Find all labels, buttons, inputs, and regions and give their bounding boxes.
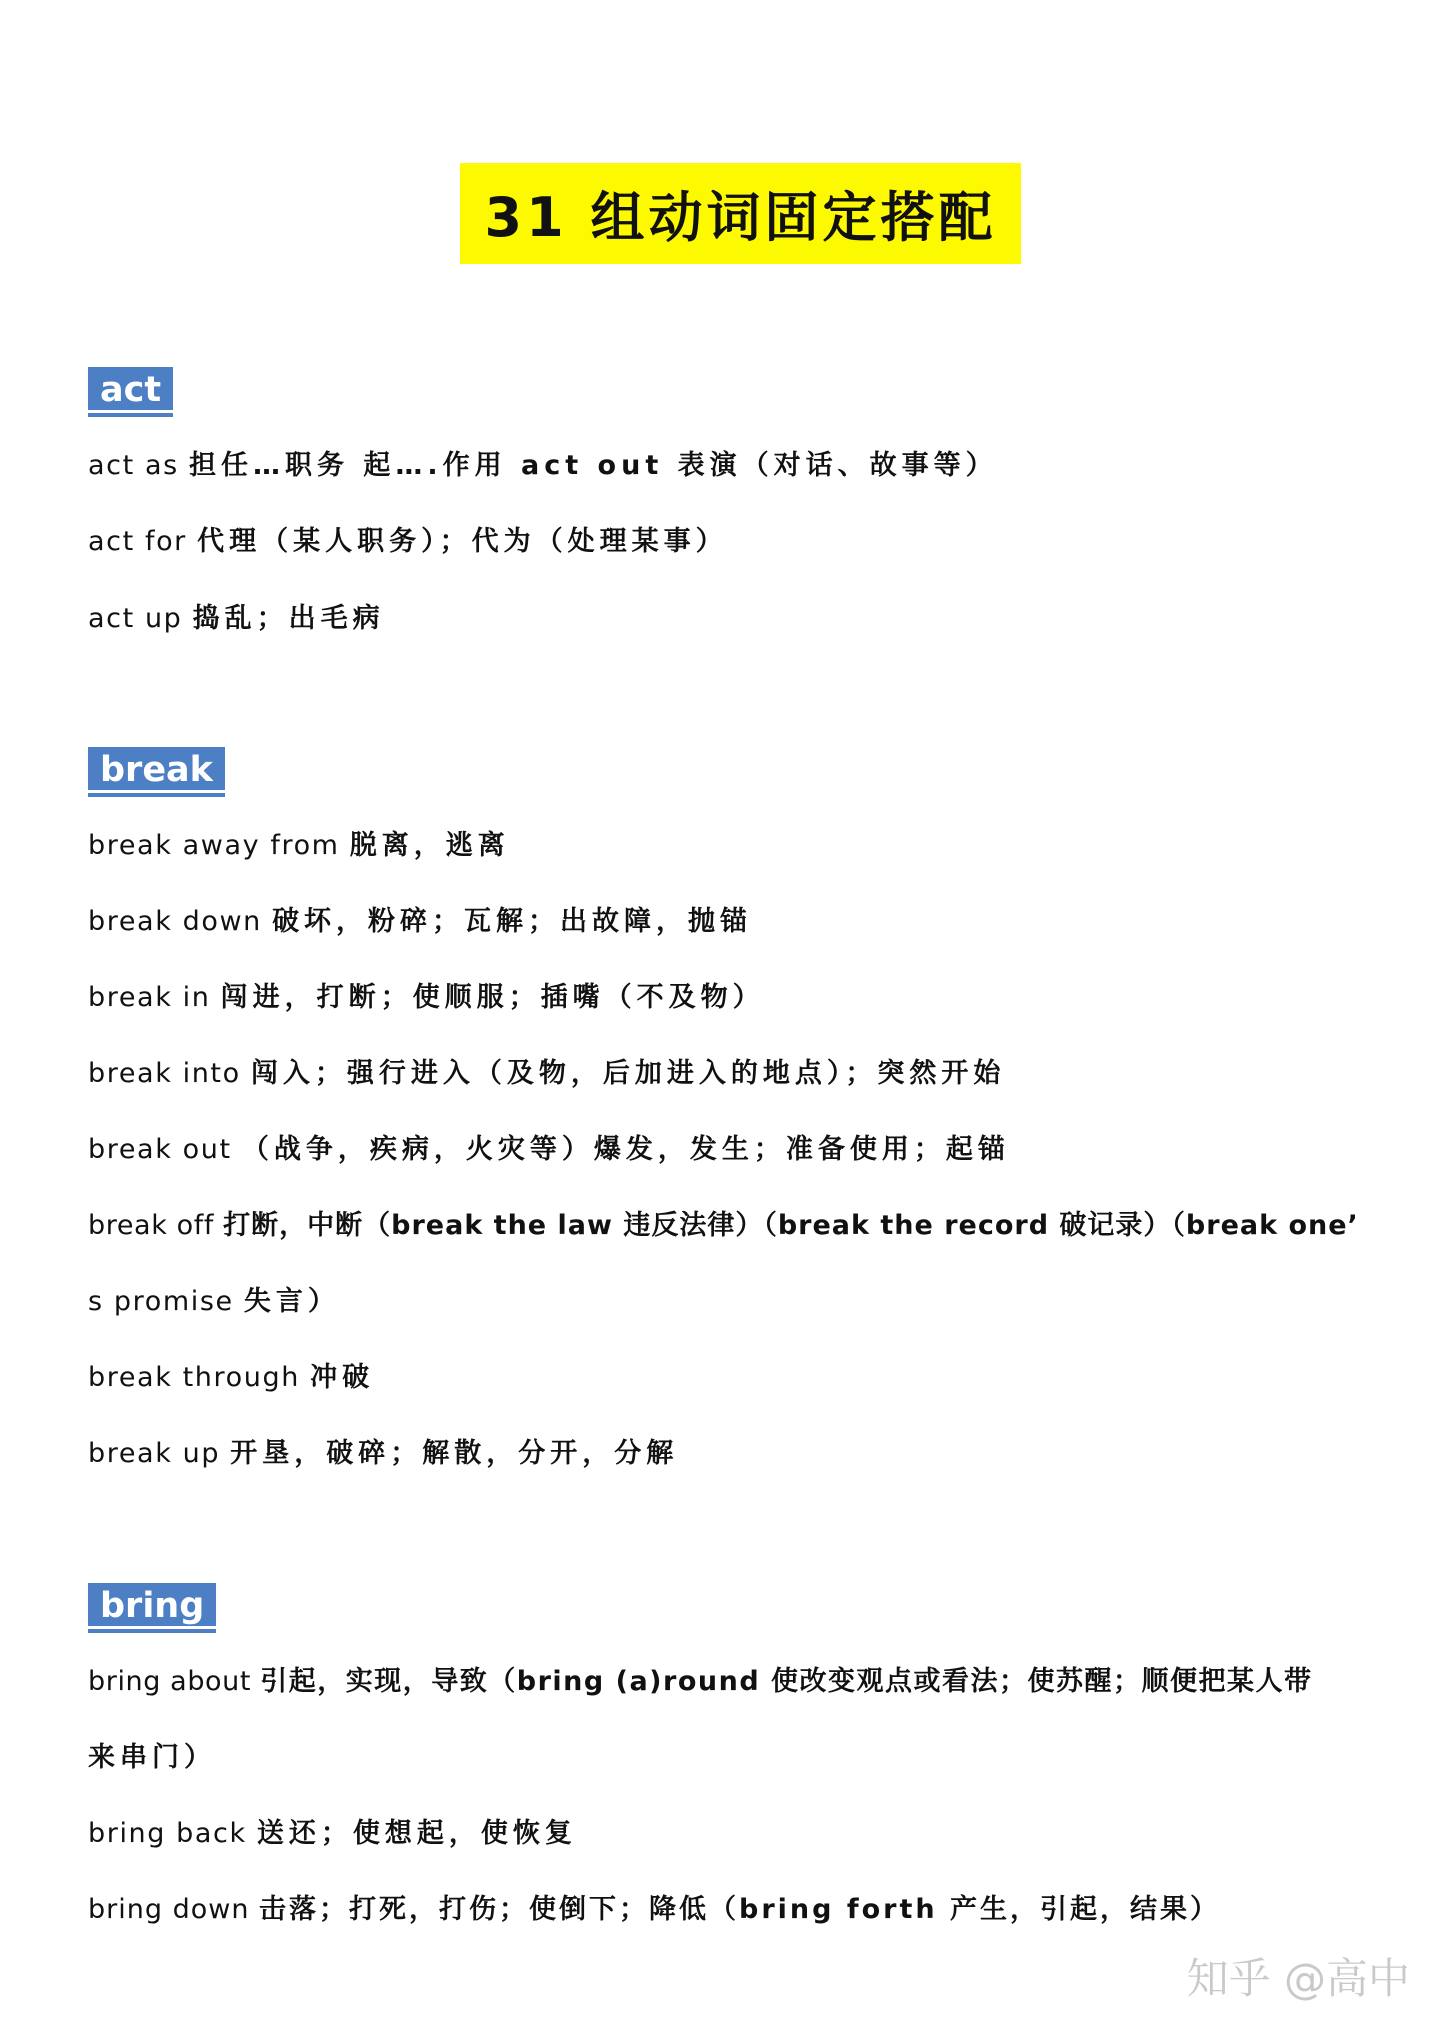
entry-line <box>88 1054 1005 1094</box>
entry-meaning: 捣乱；出毛病 <box>192 603 385 634</box>
entry-line <box>88 1358 374 1398</box>
entry-line <box>88 1662 1313 1702</box>
entry-meaning: 破坏，粉碎；瓦解；出故障，抛锚 <box>272 906 753 937</box>
entry-line <box>88 1890 1220 1930</box>
entry-meaning: 打断，中断（break the law 违反法律）（break the record 破记录）（break one’ <box>223 1210 1359 1241</box>
entry-phrase: break off <box>88 1210 224 1241</box>
entry-phrase: act as <box>88 450 189 481</box>
entry-phrase: break down <box>88 906 273 937</box>
section-tag-bring: bring <box>88 1583 216 1629</box>
entry-meaning: 来串门） <box>88 1742 216 1773</box>
entry-meaning: 脱离，逃离 <box>349 830 510 861</box>
page-title: 31 组动词固定搭配 <box>484 186 997 249</box>
entry-phrase: break into <box>88 1058 251 1089</box>
entry-phrase: bring back <box>88 1818 257 1849</box>
entry-phrase: break through <box>88 1362 311 1393</box>
entry-meaning: 送还；使想起，使恢复 <box>256 1818 577 1849</box>
entry-line <box>88 1738 216 1778</box>
entry-meaning: 冲破 <box>310 1362 375 1393</box>
entry-line <box>88 1130 1010 1170</box>
entry-meaning: 闯进，打断；使顺服；插嘴（不及物） <box>220 982 765 1013</box>
watermark: 知乎 @高中 <box>1186 1954 1410 2003</box>
entry-meaning: 闯入；强行进入（及物，后加进入的地点）；突然开始 <box>250 1058 1006 1089</box>
entry-phrase: act for <box>88 526 198 557</box>
entry-meaning: 引起，实现，导致（bring (a)round 使改变观点或看法；使苏醒；顺便把某人带 <box>260 1666 1313 1697</box>
entry-phrase: break in <box>88 982 221 1013</box>
entry-meaning: 失言） <box>243 1286 340 1317</box>
entry-line <box>88 522 728 562</box>
entry-meaning: 担任…职务 起….作用 act out 表演（对话、故事等） <box>188 450 998 481</box>
entry-phrase: break out <box>88 1134 242 1165</box>
entry-meaning: 代理（某人职务）；代为（处理某事） <box>197 526 728 557</box>
entry-phrase: s promise <box>88 1286 244 1317</box>
entry-phrase: break away from <box>88 830 350 861</box>
entry-meaning: （战争，疾病，火灾等）爆发，发生；准备使用；起锚 <box>241 1134 1010 1165</box>
page-title-box <box>460 163 1021 264</box>
entry-line <box>88 1282 340 1322</box>
entry-phrase: bring about <box>88 1666 261 1697</box>
section-tag-break: break <box>88 747 225 793</box>
entry-phrase: act up <box>88 603 193 634</box>
entry-phrase: bring down <box>88 1894 260 1925</box>
entry-line <box>88 1814 577 1854</box>
entry-phrase: break up <box>88 1438 231 1469</box>
entry-line <box>88 1434 678 1474</box>
entry-line <box>88 446 998 486</box>
entry-line <box>88 599 385 639</box>
section-tag-act: act <box>88 367 173 413</box>
entry-line <box>88 978 765 1018</box>
entry-meaning: 击落；打死，打伤；使倒下；降低（bring forth 产生，引起，结果） <box>259 1894 1221 1925</box>
entry-line <box>88 826 510 866</box>
entry-line <box>88 1206 1359 1246</box>
entry-line <box>88 902 752 942</box>
entry-meaning: 开垦，破碎；解散，分开，分解 <box>230 1438 679 1469</box>
